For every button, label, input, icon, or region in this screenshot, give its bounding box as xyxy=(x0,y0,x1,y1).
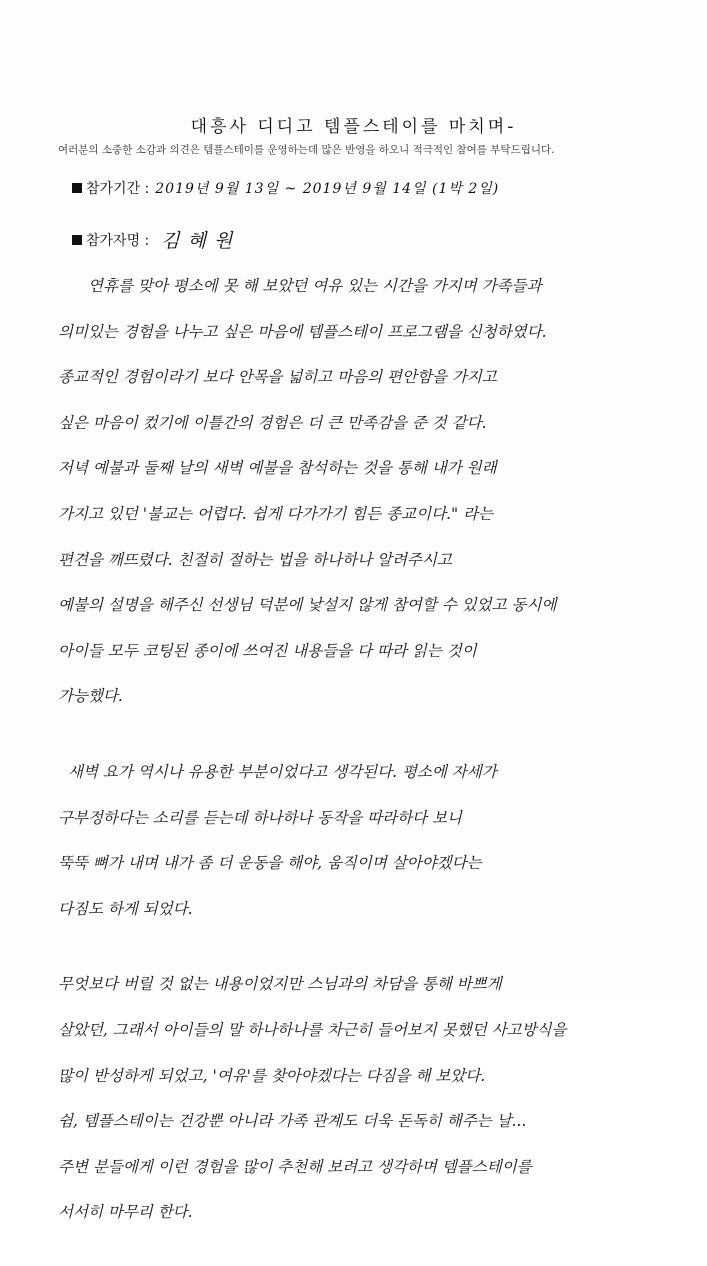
instruction-text: 여러분의 소중한 소감과 의견은 템플스테이를 운영하는데 많은 반영을 하오니 적극적인 참여를 부탁드립니다. xyxy=(58,144,555,156)
handwritten-line: 많이 반성하게 되었고, '여유'를 찾아야겠다는 다짐을 해 보았다. xyxy=(58,1066,486,1085)
handwritten-line: 다짐도 하게 되었다. xyxy=(58,899,193,918)
paragraph xyxy=(58,750,668,932)
square-bullet-icon xyxy=(72,235,82,245)
handwritten-line: 예불의 설명을 해주신 선생님 덕분에 낯설지 않게 참여할 수 있었고 동시에 xyxy=(58,596,557,615)
handwritten-line: 가지고 있던 '불교는 어렵다. 쉽게 다가가기 힘든 종교이다." 라는 xyxy=(58,504,493,523)
handwritten-line: 종교적인 경험이라기 보다 안목을 넓히고 마음의 편안함을 가지고 xyxy=(58,368,497,387)
handwritten-review-body xyxy=(58,264,668,1266)
handwritten-line: 저녁 예불과 둘째 날의 새벽 예불을 참석하는 것을 통해 내가 원래 xyxy=(58,459,497,478)
handwritten-line: 싶은 마음이 컸기에 이틀간의 경험은 더 큰 만족감을 준 것 같다. xyxy=(58,413,487,432)
participation-period-field xyxy=(72,178,499,198)
handwritten-line: 쉼, 템플스테이는 건강뿐 아니라 가족 관계도 더욱 돈독히 해주는 날... xyxy=(58,1112,527,1131)
square-bullet-icon xyxy=(72,183,82,193)
paragraph xyxy=(58,264,668,720)
handwritten-line: 편견을 깨뜨렸다. 친절히 절하는 법을 하나하나 알려주시고 xyxy=(58,550,452,569)
handwritten-line: 의미있는 경험을 나누고 싶은 마음에 템플스테이 프로그램을 신청하였다. xyxy=(58,322,547,341)
handwritten-line: 새벽 요가 역시나 유용한 부분이었다고 생각된다. 평소에 자세가 xyxy=(68,762,497,781)
handwritten-line: 서서히 마무리 한다. xyxy=(58,1203,193,1222)
handwritten-line: 주변 분들에게 이런 경험을 많이 추천해 보려고 생각하며 템플스테이를 xyxy=(58,1157,532,1176)
paragraph xyxy=(58,962,668,1236)
handwritten-line: 가능했다. xyxy=(58,687,123,706)
handwritten-line: 연휴를 맞아 평소에 못 해 보았던 여유 있는 시간을 가지며 가족들과 xyxy=(88,277,542,295)
handwritten-line: 무엇보다 버릴 것 없는 내용이었지만 스님과의 차담을 통해 바쁘게 xyxy=(58,975,502,994)
handwritten-line: 뚝뚝 뼈가 내며 내가 좀 더 운동을 해야, 움직이며 살아야겠다는 xyxy=(58,854,482,873)
name-value: 김 혜 원 xyxy=(161,230,234,252)
handwritten-line: 살았던, 그래서 아이들의 말 하나하나를 차근히 들어보지 못했던 사고방식을 xyxy=(58,1020,567,1039)
handwritten-line: 구부정하다는 소리를 듣는데 하나하나 동작을 따라하다 보니 xyxy=(58,808,462,827)
document-title: 대흥사 디디고 템플스테이를 마치며- xyxy=(190,117,517,137)
handwritten-line: 아이들 모두 코팅된 종이에 쓰여진 내용들을 다 따라 읽는 것이 xyxy=(58,641,477,660)
period-value: 2019년 9월 13일 ~ 2019년 9월 14일 (1박 2일) xyxy=(155,181,500,197)
participant-name-field xyxy=(72,226,233,253)
name-label: 참가자명 : xyxy=(86,232,150,249)
period-label: 참가기간 : xyxy=(86,181,150,197)
